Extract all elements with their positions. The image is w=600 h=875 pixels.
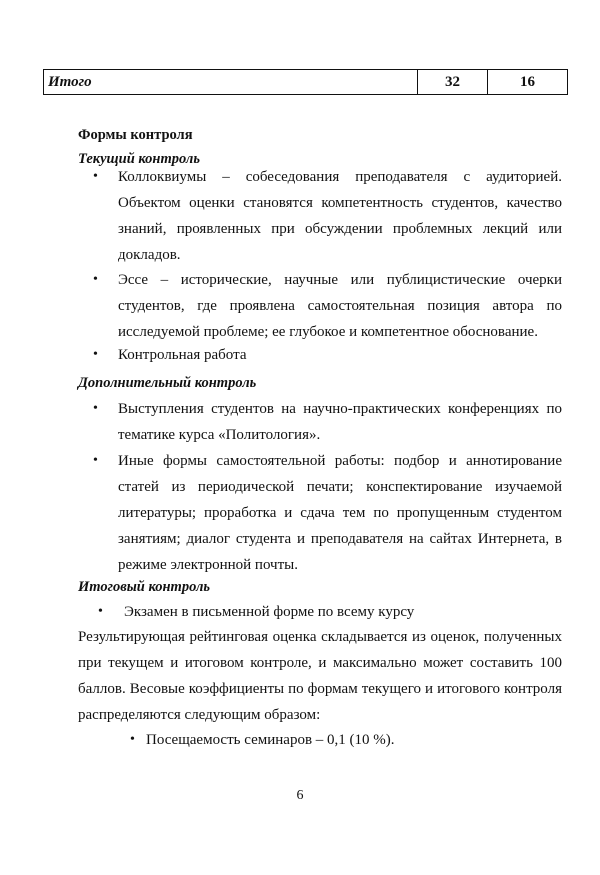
bullet-icon: • (93, 169, 98, 184)
bullet-icon: • (93, 347, 98, 362)
summary-table-row (43, 69, 568, 95)
current-control-title: Текущий контроль (78, 151, 200, 167)
page-number: 6 (296, 788, 304, 803)
list-item: • Эссе – исторические, научные или публицистические очерки студентов, где проявлена самостоятельная позиция автора по исследуемой проблеме; ее глубокое и компетентное обоснование. (118, 267, 562, 345)
section-title: Формы контроля (78, 127, 193, 143)
summary-label: Итого (48, 73, 92, 90)
bullet-icon: • (93, 401, 98, 416)
list-item: • Выступления студентов на научно-практических конференциях по тематике курса «Политология». (118, 396, 562, 448)
final-control-title: Итоговый контроль (78, 579, 211, 595)
rating-paragraph: Результирующая рейтинговая оценка складывается из оценок, полученных при текущем и итоговом контроле, и максимально может составить 100 баллов. Весовые коэффициенты по формам текущего и итогового контроля распределяются следующим образом: (78, 629, 562, 723)
additional-control-title: Дополнительный контроль (78, 375, 257, 391)
bullet-icon: • (93, 453, 98, 468)
list-item: • Коллоквиумы – собеседования преподавателя с аудиторией. Объектом оценки становятся компетентность студентов, качество знаний, проявленных при обсуждении проблемных лекций или докладов. (118, 164, 562, 268)
bullet-icon: • (98, 604, 103, 619)
summary-value-seminars: 16 (487, 70, 567, 94)
bullet-icon: • (93, 272, 98, 287)
bullet-icon: • (130, 732, 135, 747)
summary-value-lectures: 32 (417, 70, 487, 94)
list-item: • Экзамен в письменной форме по всему курсу (124, 599, 562, 625)
list-item: • Посещаемость семинаров – 0,1 (10 %). (146, 727, 562, 753)
list-item: • Контрольная работа (118, 342, 562, 368)
list-item: • Иные формы самостоятельной работы: подбор и аннотирование статей из периодической печати; конспектирование изучаемой литературы; проработка и сдача тем по пропущенным студентом занятиям; диалог студента и преподавателя на сайтах Интернета, в режиме электронной почты. (118, 448, 562, 578)
